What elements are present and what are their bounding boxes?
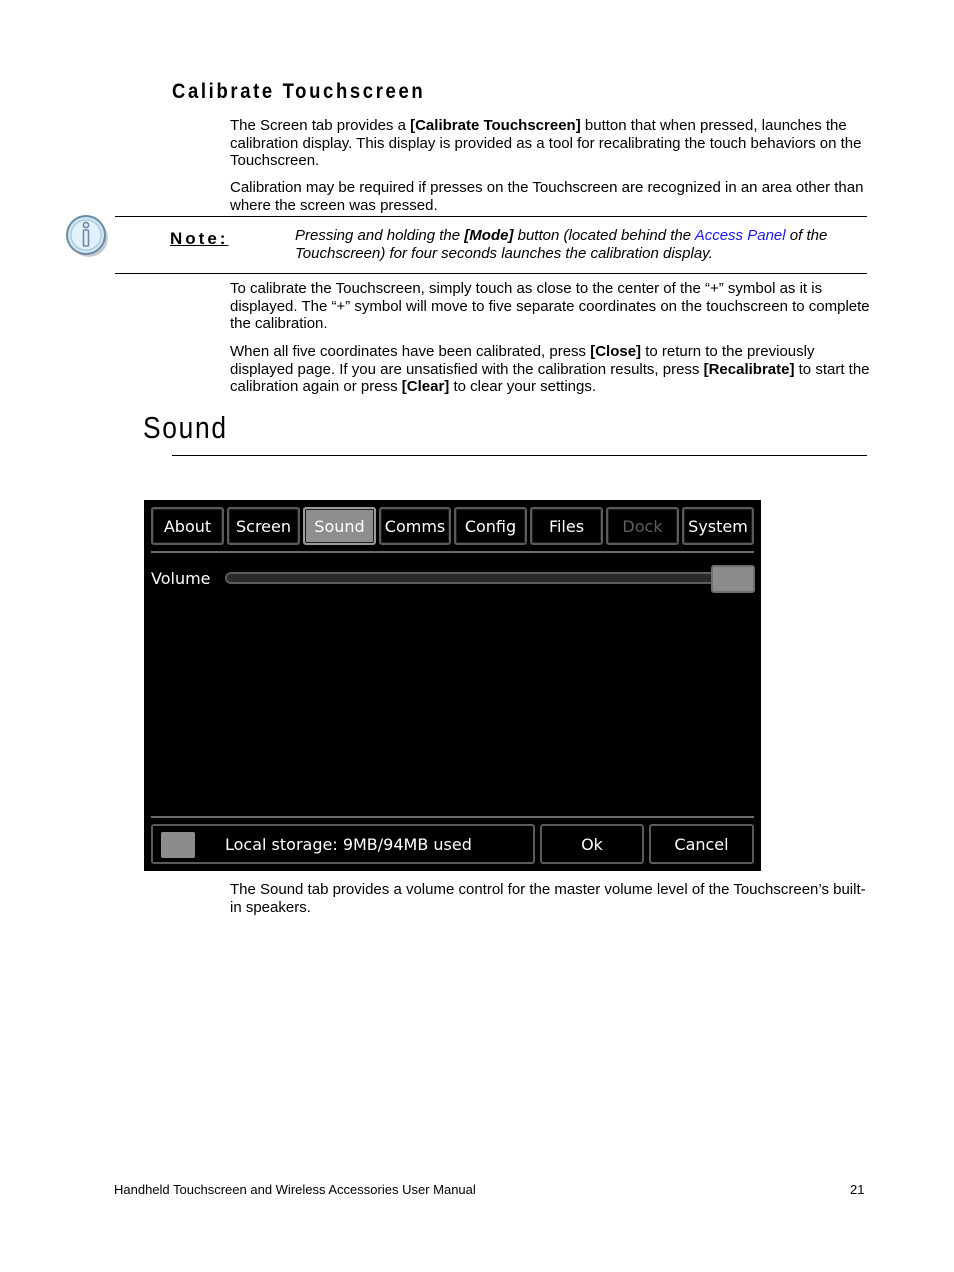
- sound-tab-screenshot: [144, 500, 761, 871]
- volume-slider-fill: [227, 574, 753, 582]
- tab-about[interactable]: About: [151, 507, 224, 545]
- tab-config[interactable]: Config: [454, 507, 527, 545]
- tab-divider: [151, 551, 754, 553]
- local-storage-indicator: [151, 824, 535, 864]
- footer-page-number: 21: [850, 1182, 865, 1197]
- tab-sound[interactable]: Sound: [303, 507, 376, 545]
- section-heading-calibrate: Calibrate Touchscreen: [172, 80, 426, 103]
- tab-system[interactable]: System: [682, 507, 754, 545]
- paragraph-calibrate-finish: When all five coordinates have been calibrated, press [Close] to return to the previously displayed page. If you are unsatisfied with the calibration results, press [Recalibrate] to start the calibration again or press [Clear] to clear your settings.: [230, 343, 870, 396]
- volume-slider-thumb[interactable]: [711, 565, 755, 593]
- section-heading-sound: Sound: [143, 410, 228, 445]
- volume-label: Volume: [151, 569, 211, 588]
- note-label: Note:: [170, 229, 229, 248]
- info-icon: [64, 213, 110, 259]
- note-text: Pressing and holding the [Mode] button (located behind the Access Panel of the Touchscreen) for four seconds launches the calibration display.: [295, 227, 828, 262]
- sound-heading-rule: [172, 455, 867, 456]
- tab-comms[interactable]: Comms: [379, 507, 451, 545]
- cancel-button[interactable]: Cancel: [649, 824, 754, 864]
- note-top-rule: [115, 216, 867, 217]
- bottom-divider: [151, 816, 754, 818]
- tab-screen[interactable]: Screen: [227, 507, 300, 545]
- access-panel-link[interactable]: Access Panel: [694, 227, 786, 244]
- paragraph-sound-description: The Sound tab provides a volume control for the master volume level of the Touchscreen’s built-in speakers.: [230, 881, 866, 916]
- tab-files[interactable]: Files: [530, 507, 603, 545]
- footer-manual-title: Handheld Touchscreen and Wireless Accessories User Manual: [114, 1182, 476, 1197]
- ok-button[interactable]: Ok: [540, 824, 644, 864]
- paragraph-calibrate-required: Calibration may be required if presses on the Touchscreen are recognized in an area other than where the screen was pressed.: [230, 179, 864, 214]
- paragraph-calibrate-intro: The Screen tab provides a [Calibrate Touchscreen] button that when pressed, launches the calibration display. This display is provided as a tool for recalibrating the touch behaviors on the Touchscreen.: [230, 117, 862, 170]
- tab-dock: Dock: [606, 507, 679, 545]
- volume-slider-track[interactable]: [225, 572, 755, 584]
- note-bottom-rule: [115, 273, 867, 274]
- paragraph-calibrate-steps: To calibrate the Touchscreen, simply touch as close to the center of the “+” symbol as it is displayed. The “+” symbol will move to five separate coordinates on the touchscreen to complete the calibration.: [230, 280, 870, 333]
- storage-square-icon: [161, 832, 195, 858]
- storage-text: Local storage: 9MB/94MB used: [225, 834, 472, 854]
